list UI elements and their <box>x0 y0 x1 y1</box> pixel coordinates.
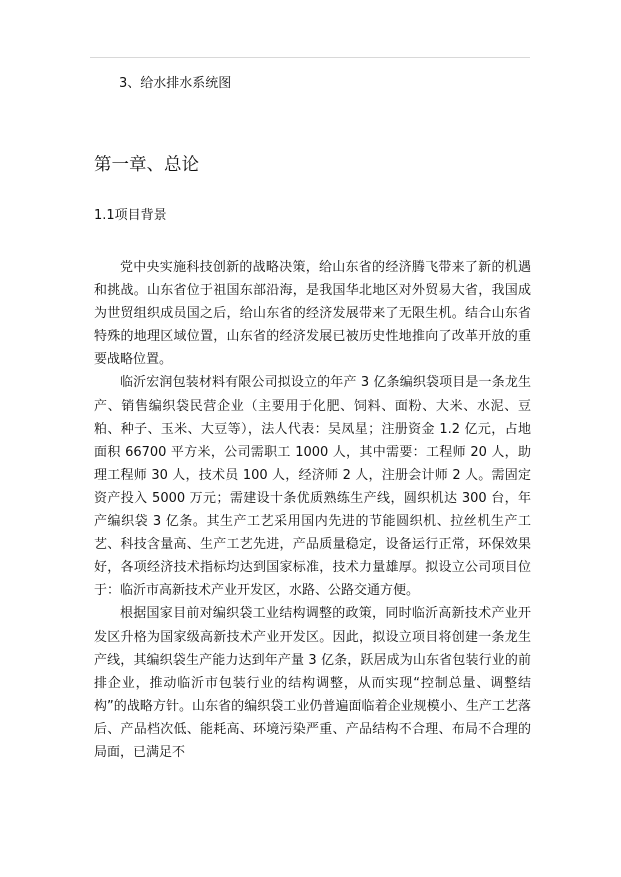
paragraph-2: 临沂宏润包装材料有限公司拟设立的年产 3 亿条编织袋项目是一条龙生产、销售编织袋民营企业（主要用于化肥、饲料、面粉、大米、水泥、豆粕、种子、玉米、大豆等），法人代表：吴凤星；注册资金 1.2 亿元，占地面积 66700 平方米，公司需职工 1000 人，其中需要：工程师 20 人，助理工程师 30 人，技术员 100 人，经济师 2 人，注册会计师 2 人。需固定资产投入 5000 万元；需建设十条优质熟练生产线，圆织机达 300 台，年产编织袋 3 亿条。其生产工艺采用国内先进的节能圆织机、拉丝机生产工艺、科技含量高、生产工艺先进，产品质量稳定，设备运行正常，环保效果好，各项经济技术指标均达到国家标准，技术力量雄厚。拟设立公司项目位于：临沂市高新技术产业开发区，水路、公路交通方便。 <box>94 375 531 599</box>
paragraph-3: 根据国家目前对编织袋工业结构调整的政策，同时临沂高新技术产业开发区升格为国家级高新技术产业开发区。因此，拟设立项目将创建一条龙生产线，其编织袋生产能力达到年产量 3 亿条，跃居成为山东省包装行业的前排企业，推动临沂市包装行业的结构调整，从而实现“控制总量、调整结构”的战略方针。山东省的编织袋工业仍普遍面临着企业规模小、生产工艺落后、产品档次低、能耗高、环境污染严重、产品结构不合理、布局不合理的局面，已满足不 <box>94 606 531 760</box>
paragraph-1: 党中央实施科技创新的战略决策，给山东省的经济腾飞带来了新的机遇和挑战。山东省位于祖国东部沿海，是我国华北地区对外贸易大省，我国成为世贸组织成员国之后，给山东省的经济发展带来了无限生机。结合山东省特殊的地理区域位置，山东省的经济发展已被历史性地推向了改革开放的重要战略位置。 <box>94 260 531 368</box>
section-title: 1.1项目背景 <box>94 208 167 223</box>
toc-item: 3、给水排水系统图 <box>119 76 232 91</box>
chapter-title: 第一章、总论 <box>94 155 199 175</box>
header-divider <box>90 57 530 58</box>
body-text <box>94 256 531 764</box>
